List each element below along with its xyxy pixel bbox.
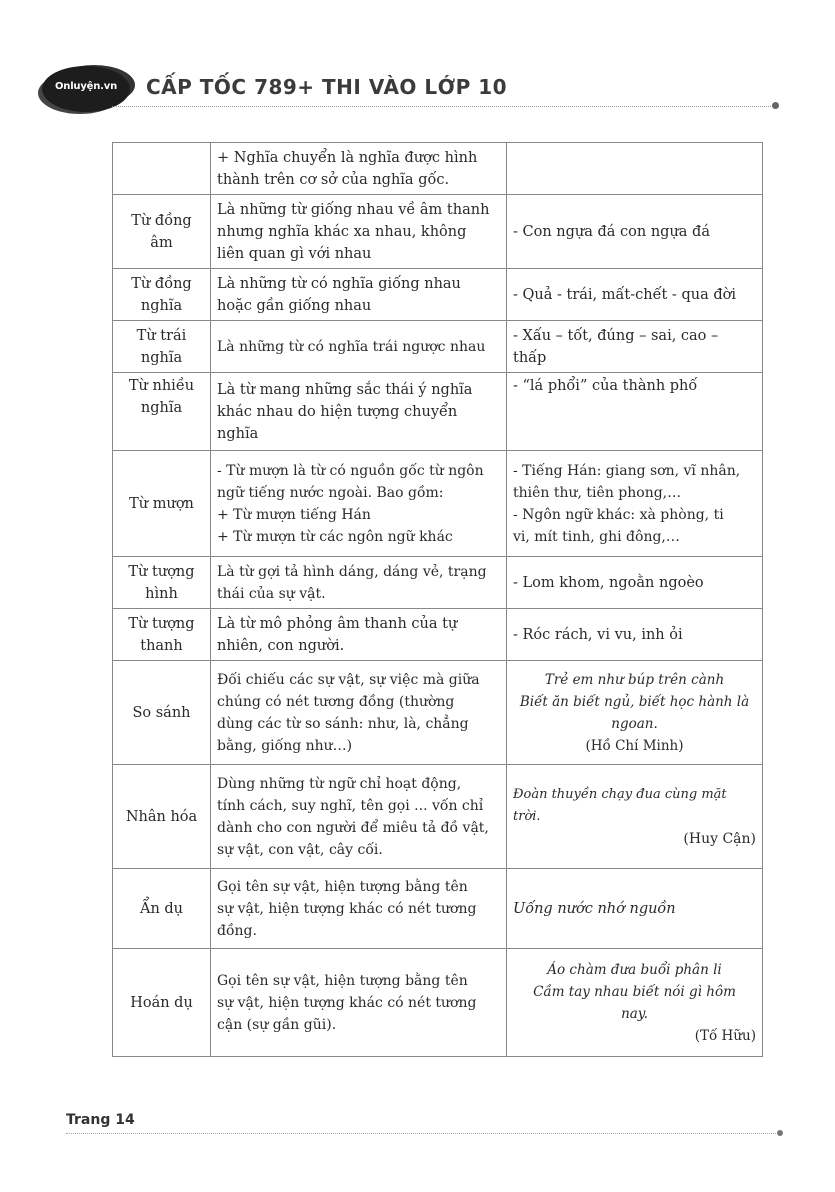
table-row bbox=[113, 195, 763, 269]
example-cell bbox=[507, 321, 763, 373]
example-line: thiên thư, tiên phong,… bbox=[513, 484, 682, 501]
example-line: thấp bbox=[513, 349, 547, 366]
example-line: - Xấu – tốt, đúng – sai, cao – bbox=[513, 327, 719, 344]
example-cell bbox=[507, 869, 763, 949]
example-line: - Tiếng Hán: giang sơn, vĩ nhân, bbox=[513, 462, 741, 479]
definition-line: Là những từ có nghĩa giống nhau bbox=[217, 275, 461, 292]
definition-cell bbox=[211, 765, 507, 869]
example-cell bbox=[507, 661, 763, 765]
term-cell: Ẩn dụ bbox=[113, 869, 211, 949]
definition-line: Gọi tên sự vật, hiện tượng bằng tên bbox=[217, 972, 468, 989]
table-row bbox=[113, 269, 763, 321]
page-title: CẤP TỐC 789+ THI VÀO LỚP 10 bbox=[146, 75, 508, 99]
example-cell bbox=[507, 373, 763, 451]
definition-line: + Từ mượn tiếng Hán bbox=[217, 506, 371, 523]
header-divider bbox=[112, 106, 775, 107]
footer-divider-dot bbox=[777, 1130, 783, 1136]
table-row bbox=[113, 661, 763, 765]
definition-line: chúng có nét tương đồng (thường bbox=[217, 693, 455, 710]
term-cell: Từ trái nghĩa bbox=[113, 321, 211, 373]
example-line: Trẻ em như búp trên cành bbox=[544, 671, 725, 688]
definition-line: + Từ mượn từ các ngôn ngữ khác bbox=[217, 528, 453, 545]
definition-line: ngữ tiếng nước ngoài. Bao gồm: bbox=[217, 484, 444, 501]
definition-line: cận (sự gần gũi). bbox=[217, 1016, 337, 1033]
definition-line: + Nghĩa chuyển là nghĩa được hình bbox=[217, 149, 478, 166]
example-line: Đoàn thuyền chạy đua cùng mặt trời. bbox=[513, 786, 727, 824]
example-source: (Tố Hữu) bbox=[694, 1027, 756, 1044]
example-line: Biết ăn biết ngủ, biết học hành là bbox=[519, 693, 750, 710]
definition-line: tính cách, suy nghĩ, tên gọi ... vốn chỉ bbox=[217, 797, 484, 814]
example-line: vi, mít tinh, ghi đông,… bbox=[513, 528, 680, 545]
table-row bbox=[113, 949, 763, 1057]
definition-line: Gọi tên sự vật, hiện tượng bằng tên bbox=[217, 878, 468, 895]
table-row bbox=[113, 609, 763, 661]
definition-cell bbox=[211, 195, 507, 269]
example-cell bbox=[507, 557, 763, 609]
example-cell bbox=[507, 269, 763, 321]
definition-line: nghĩa bbox=[217, 425, 259, 442]
definition-line: nhiên, con người. bbox=[217, 637, 345, 654]
definition-line: - Từ mượn là từ có nguồn gốc từ ngôn bbox=[217, 462, 484, 479]
definition-cell bbox=[211, 869, 507, 949]
vocabulary-table bbox=[112, 142, 763, 1057]
term-cell: Từ tượng thanh bbox=[113, 609, 211, 661]
example-line: - Lom khom, ngoằn ngoèo bbox=[513, 574, 704, 591]
definition-line: liên quan gì với nhau bbox=[217, 245, 372, 262]
term-cell: Nhân hóa bbox=[113, 765, 211, 869]
definition-cell bbox=[211, 609, 507, 661]
definition-cell bbox=[211, 949, 507, 1057]
definition-line: Là những từ giống nhau về âm thanh bbox=[217, 201, 490, 218]
definition-line: dành cho con người để miêu tả đồ vật, bbox=[217, 819, 489, 836]
example-line: - Con ngựa đá con ngựa đá bbox=[513, 223, 710, 240]
example-line: Cầm tay nhau biết nói gì hôm bbox=[533, 983, 736, 1000]
example-cell bbox=[507, 143, 763, 195]
example-cell bbox=[507, 609, 763, 661]
example-line: nay. bbox=[621, 1005, 648, 1022]
definition-line: Là từ mô phỏng âm thanh của tự bbox=[217, 615, 458, 632]
definition-line: Là từ mang những sắc thái ý nghĩa bbox=[217, 381, 473, 398]
definition-line: sự vật, hiện tượng khác có nét tương bbox=[217, 994, 477, 1011]
term-cell: So sánh bbox=[113, 661, 211, 765]
definition-cell bbox=[211, 557, 507, 609]
table-row bbox=[113, 451, 763, 557]
definition-line: đồng. bbox=[217, 922, 257, 939]
definition-line: thành trên cơ sở của nghĩa gốc. bbox=[217, 171, 450, 188]
term-cell: Từ đồng nghĩa bbox=[113, 269, 211, 321]
footer-divider bbox=[66, 1133, 776, 1134]
definition-cell bbox=[211, 143, 507, 195]
example-line: - Ngôn ngữ khác: xà phòng, ti bbox=[513, 506, 724, 523]
term-cell: Từ đồng âm bbox=[113, 195, 211, 269]
example-source: (Huy Cận) bbox=[683, 830, 756, 847]
definition-cell bbox=[211, 269, 507, 321]
term-cell: Từ nhiều nghĩa bbox=[113, 373, 211, 451]
header-divider-dot bbox=[772, 102, 779, 109]
table-row bbox=[113, 373, 763, 451]
definition-cell bbox=[211, 451, 507, 557]
definition-line: sự vật, con vật, cây cối. bbox=[217, 841, 383, 858]
definition-line: Là những từ có nghĩa trái ngược nhau bbox=[217, 338, 486, 355]
definition-line: bằng, giống như…) bbox=[217, 737, 353, 754]
example-line: ngoan. bbox=[611, 715, 658, 732]
example-line: - Quả - trái, mất-chết - qua đời bbox=[513, 286, 736, 303]
table-row bbox=[113, 765, 763, 869]
definition-line: sự vật, hiện tượng khác có nét tương bbox=[217, 900, 477, 917]
example-line: - Róc rách, vi vu, inh ỏi bbox=[513, 626, 683, 643]
definition-line: nhưng nghĩa khác xa nhau, không bbox=[217, 223, 467, 240]
page-number: Trang 14 bbox=[66, 1112, 135, 1128]
example-cell bbox=[507, 451, 763, 557]
table-row bbox=[113, 557, 763, 609]
table-row bbox=[113, 321, 763, 373]
table-row bbox=[113, 143, 763, 195]
term-cell: Từ mượn bbox=[113, 451, 211, 557]
term-cell bbox=[113, 143, 211, 195]
definition-line: khác nhau do hiện tượng chuyển bbox=[217, 403, 458, 420]
table-row bbox=[113, 869, 763, 949]
example-cell bbox=[507, 765, 763, 869]
definition-line: dùng các từ so sánh: như, là, chẳng bbox=[217, 715, 469, 732]
definition-line: hoặc gần giống nhau bbox=[217, 297, 372, 314]
definition-cell bbox=[211, 661, 507, 765]
term-cell: Từ tượng hình bbox=[113, 557, 211, 609]
definition-cell bbox=[211, 373, 507, 451]
example-line: Áo chàm đưa buổi phân li bbox=[547, 961, 722, 978]
example-source: (Hồ Chí Minh) bbox=[585, 737, 684, 754]
example-cell bbox=[507, 949, 763, 1057]
definition-line: Đối chiếu các sự vật, sự việc mà giữa bbox=[217, 671, 480, 688]
definition-cell bbox=[211, 321, 507, 373]
example-line: - “lá phổi” của thành phố bbox=[513, 378, 698, 394]
definition-line: Là từ gợi tả hình dáng, dáng vẻ, trạng bbox=[217, 563, 487, 580]
definition-line: Dùng những từ ngữ chỉ hoạt động, bbox=[217, 775, 462, 792]
page-header bbox=[0, 0, 835, 130]
brand-logo-text: Onluyện.vn bbox=[54, 81, 118, 92]
example-line: Uống nước nhớ nguồn bbox=[513, 900, 676, 917]
definition-line: thái của sự vật. bbox=[217, 585, 326, 602]
term-cell: Hoán dụ bbox=[113, 949, 211, 1057]
example-cell bbox=[507, 195, 763, 269]
